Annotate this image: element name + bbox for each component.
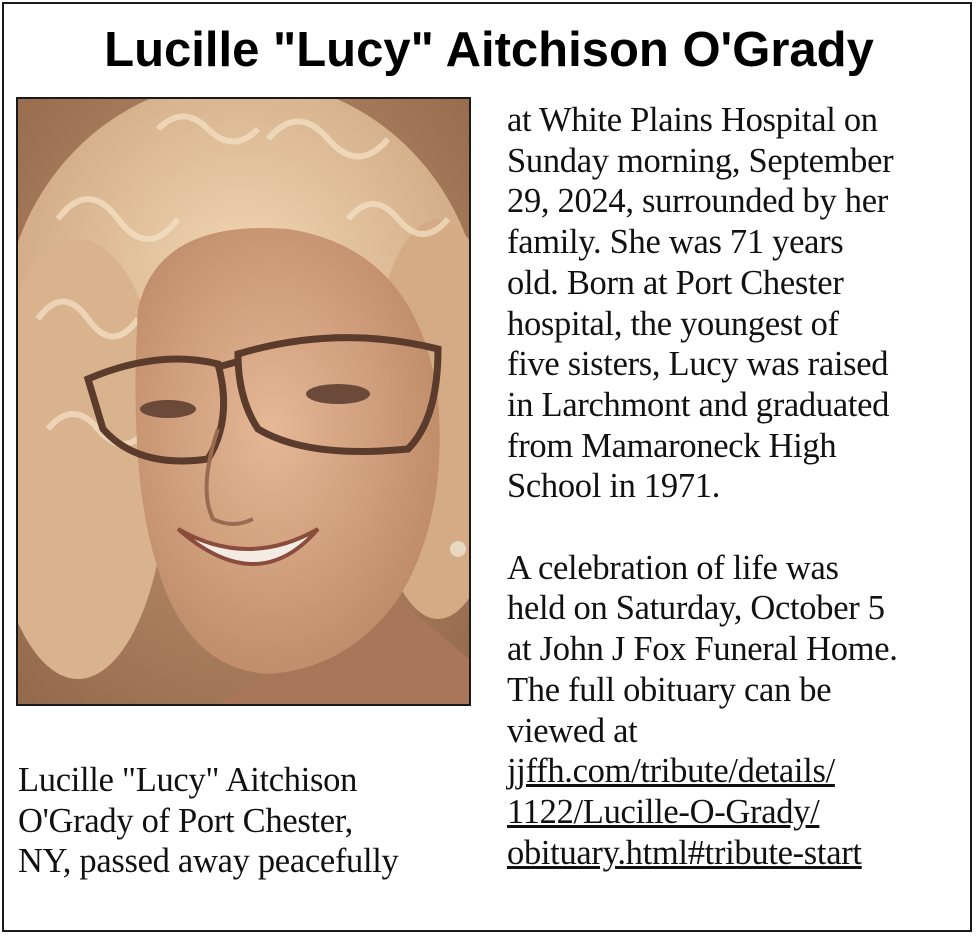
paragraph-gap bbox=[507, 507, 973, 548]
portrait-photo bbox=[16, 97, 471, 706]
text-line: old. Born at Port Chester bbox=[507, 263, 844, 302]
text-line: Sunday morning, September bbox=[507, 141, 894, 180]
portrait-illustration bbox=[18, 99, 469, 704]
text-line: at John J Fox Funeral Home. bbox=[507, 630, 898, 669]
obituary-body-left bbox=[18, 760, 488, 882]
text-line: hospital, the youngest of bbox=[507, 304, 839, 343]
text-line: family. She was 71 years bbox=[507, 223, 844, 262]
obituary-body-right bbox=[507, 100, 973, 873]
text-line: from Mamaroneck High bbox=[507, 426, 837, 465]
text-line: viewed at bbox=[507, 711, 638, 750]
text-line: Lucille "Lucy" Aitchison bbox=[18, 761, 358, 799]
text-line: A celebration of life was bbox=[507, 548, 839, 587]
obituary-link-line-1[interactable]: jjffh.com/tribute/details/ bbox=[507, 752, 835, 791]
text-line: in Larchmont and graduated bbox=[507, 385, 890, 424]
obituary-title: Lucille "Lucy" Aitchison O'Grady bbox=[104, 23, 874, 77]
obituary-link-line-3[interactable]: obituary.html#tribute-start bbox=[507, 833, 862, 872]
text-line: The full obituary can be bbox=[507, 670, 832, 709]
text-line: NY, passed away peacefully bbox=[18, 842, 399, 881]
text-line: at White Plains Hospital on bbox=[507, 101, 878, 139]
text-line: held on Saturday, October 5 bbox=[507, 589, 885, 628]
obituary-paragraph-2 bbox=[507, 548, 973, 874]
obituary-link-line-2[interactable]: 1122/Lucille-O-Grady/ bbox=[507, 792, 820, 831]
obituary-paragraph-1 bbox=[507, 100, 973, 507]
text-line: five sisters, Lucy was raised bbox=[507, 345, 889, 384]
text-line: O'Grady of Port Chester, bbox=[18, 801, 353, 840]
text-line: 29, 2024, surrounded by her bbox=[507, 182, 888, 221]
text-line: School in 1971. bbox=[507, 467, 721, 506]
